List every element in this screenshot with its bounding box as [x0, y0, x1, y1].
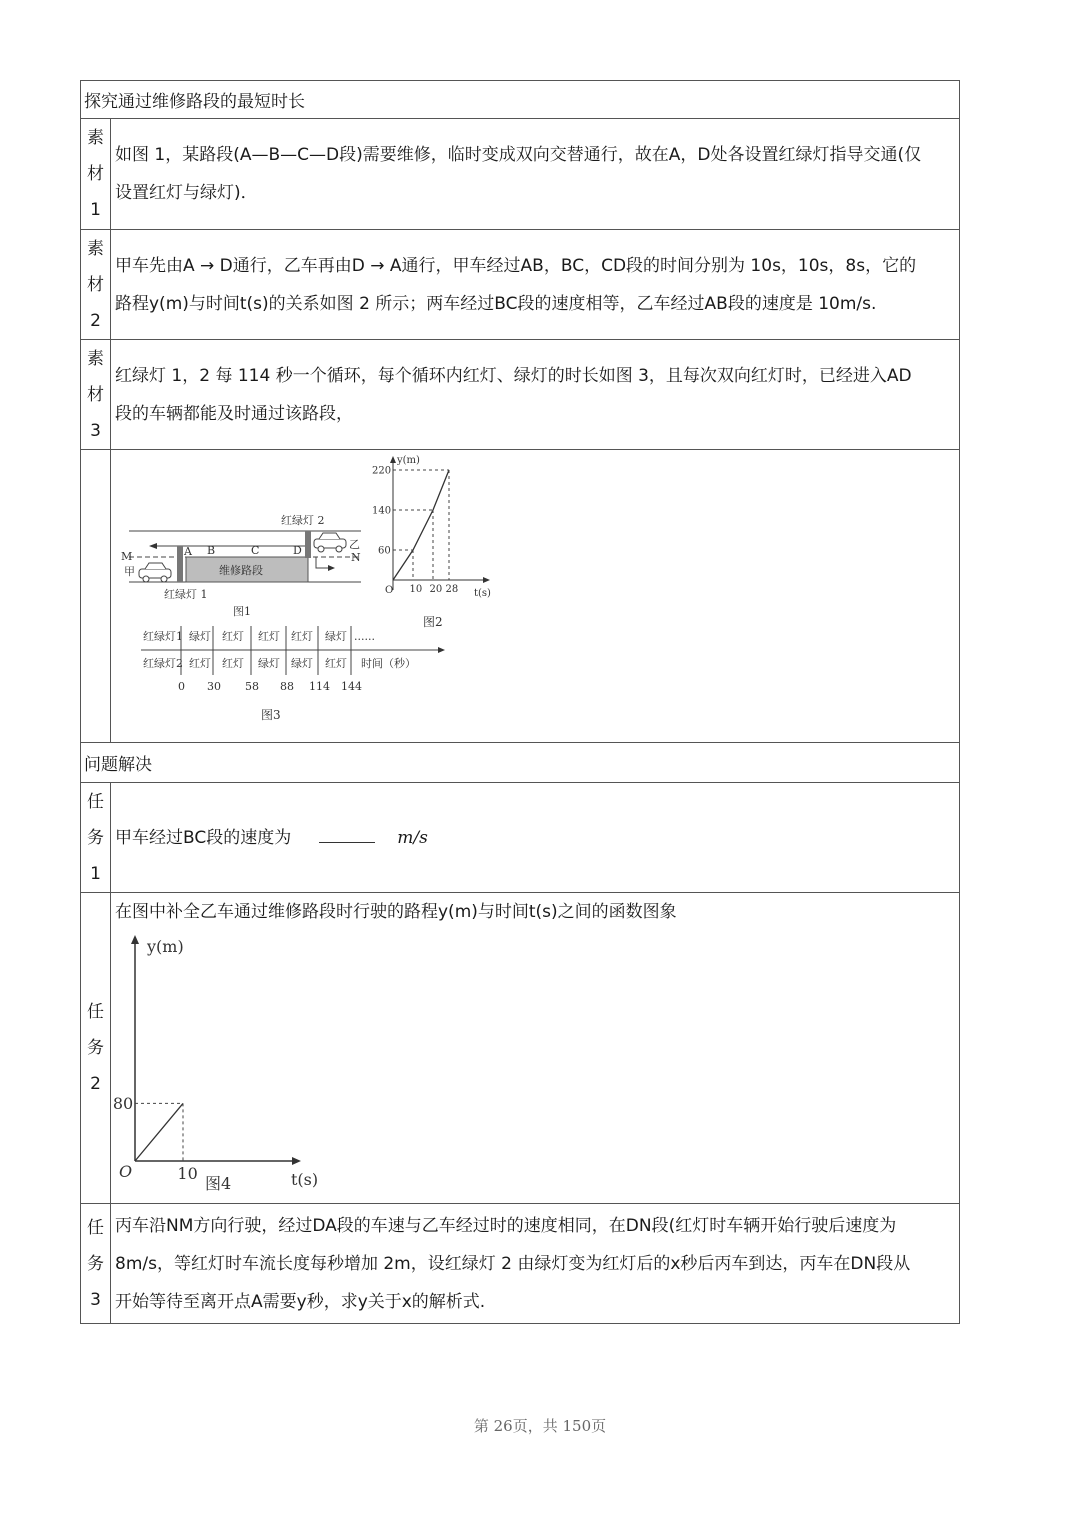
task-text: 甲车经过BC段的速度为 m/s	[111, 783, 960, 893]
material-row-1	[81, 119, 960, 230]
worksheet-title: 探究通过维修路段的最短时长	[81, 81, 960, 119]
material-row-3	[81, 340, 960, 450]
row2-label: 红绿灯2	[143, 657, 183, 670]
label-A: A	[184, 545, 192, 558]
task-label: 任 务 1	[81, 783, 111, 893]
answer-blank[interactable]	[319, 822, 375, 843]
figure-4-origin: O	[119, 1162, 133, 1181]
label-jia: 甲	[124, 565, 135, 578]
row1-cell: ......	[354, 630, 375, 643]
row1-cell: 绿灯	[325, 630, 347, 643]
figure-4-graph[interactable]	[112, 931, 335, 1193]
time-tick: 114	[309, 680, 330, 693]
figure-2-caption: 图2	[423, 615, 443, 629]
y-tick-label: 80	[112, 1094, 134, 1113]
time-axis-label: 时间（秒）	[361, 657, 416, 670]
task-row-3	[81, 1204, 960, 1324]
time-tick: 58	[245, 680, 259, 693]
traffic-light-1-label: 红绿灯 1	[164, 588, 208, 601]
row2-cell: 红灯	[325, 657, 347, 670]
row1-cell: 红灯	[258, 630, 280, 643]
figure-3-caption: 图3	[261, 708, 281, 722]
row2-cell: 红灯	[222, 657, 244, 670]
material-text: 甲车先由A → D通行，乙车再由D → A通行，甲车经过AB，BC，CD段的时间分别为 10s，10s，8s，它的 路程y(m)与时间t(s)的关系如图 2 所示；两车经过BC段的速度相等，乙车经过AB段的速度是 10m/s.	[111, 230, 960, 340]
row1-cell: 红灯	[222, 630, 244, 643]
row1-label: 红绿灯1	[143, 630, 183, 643]
problem-section-title: 问题解决	[81, 743, 960, 783]
row2-cell: 绿灯	[258, 657, 280, 670]
figure-4-xlabel: t(s)	[291, 1170, 319, 1189]
series-line	[393, 470, 449, 580]
x-tick-label: 10	[409, 584, 423, 595]
row1-cell: 红灯	[291, 630, 313, 643]
figure-2-graph	[372, 455, 491, 629]
label-yi: 乙	[349, 538, 360, 551]
material-label: 素 材 3	[81, 340, 111, 450]
series-line	[135, 1103, 183, 1161]
figures-row	[81, 450, 960, 743]
time-tick: 144	[341, 680, 362, 693]
material-label: 素 材 2	[81, 230, 111, 340]
label-M: M	[121, 550, 133, 563]
figure-3-timeline	[141, 626, 445, 722]
y-tick-label: 220	[372, 465, 392, 477]
material-label: 素 材 1	[81, 119, 111, 230]
y-tick-label: 60	[378, 545, 391, 557]
row2-cell: 红灯	[189, 657, 211, 670]
figure-4-ylabel: y(m)	[147, 937, 184, 956]
label-N: N	[351, 551, 361, 564]
time-tick: 0	[178, 680, 185, 693]
traffic-light-2-label: 红绿灯 2	[281, 514, 325, 527]
row1-cell: 绿灯	[189, 630, 211, 643]
label-C: C	[251, 544, 260, 557]
worksheet-table	[80, 80, 960, 1324]
task-row-1	[81, 783, 960, 893]
figure-2-ylabel: y(m)	[397, 455, 420, 466]
row2-cell: 绿灯	[291, 657, 313, 670]
figure-2-origin: O	[385, 585, 394, 596]
label-D: D	[293, 544, 302, 557]
task-row-2	[81, 893, 960, 1204]
figures-svg	[111, 450, 960, 738]
page-footer: 第 26页，共 150页	[473, 1417, 607, 1435]
car-icon	[139, 563, 171, 582]
label-B: B	[207, 544, 216, 557]
task-label: 任 务 3	[81, 1204, 111, 1324]
repair-label: 维修路段	[219, 564, 263, 577]
time-tick: 88	[280, 680, 294, 693]
task-label: 任 务 2	[81, 893, 111, 1204]
figure-1-road-diagram	[121, 513, 361, 618]
y-tick-label: 140	[372, 505, 392, 517]
material-row-2	[81, 230, 960, 340]
material-text: 红绿灯 1，2 每 114 秒一个循环，每个循环内红灯、绿灯的时长如图 3，且每次双向红灯时，已经进入AD 段的车辆都能及时通过该路段，	[111, 340, 960, 450]
car-icon	[314, 533, 346, 552]
task-text: 在图中补全乙车通过维修路段时行驶的路程y(m)与时间t(s)之间的函数图象 y(m) t(s) O 图4 10 80	[111, 893, 960, 1204]
figure-1-caption: 图1	[233, 605, 251, 618]
material-text: 如图 1，某路段(A—B—C—D段)需要维修，临时变成双向交替通行，故在A，D处各设置红绿灯指导交通(仅 设置红灯与绿灯)．	[111, 119, 960, 230]
x-tick-label: 10	[177, 1164, 198, 1183]
task-text: 丙车沿NM方向行驶，经过DA段的车速与乙车经过时的速度相同，在DN段(红灯时车辆开始行驶后速度为 8m/s，等红灯时车流长度每秒增加 2m，设红绿灯 2 由绿灯变为红灯后的x秒后丙车到达，丙车在DN段从 开始等待至离开点A需要y秒，求y关于x的解析式.	[111, 1204, 960, 1324]
figure-2-xlabel: t(s)	[474, 588, 491, 599]
figure-4-caption: 图4	[205, 1174, 232, 1193]
x-tick-label: 28	[445, 584, 459, 595]
x-tick-label: 20	[429, 584, 443, 595]
time-tick: 30	[207, 680, 221, 693]
